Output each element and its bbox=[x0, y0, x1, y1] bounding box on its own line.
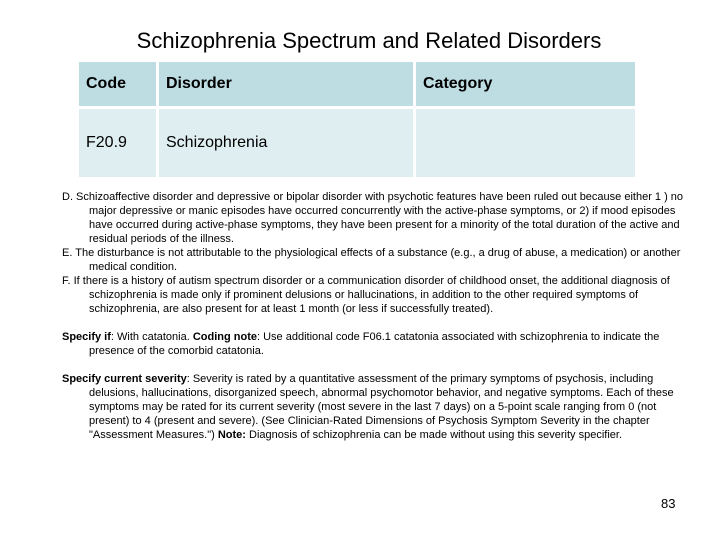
table-row bbox=[79, 109, 635, 177]
specify-if-text: : With catatonia. bbox=[110, 331, 193, 343]
criterion-f: F. If there is a history of autism spectrum disorder or a communication disorder of childhood onset, the additional diagnosis of schizophrenia is made only if prominent delusions or hallucinations, in addition to the other required symptoms of schizophrenia, are also present for at least 1 month (or less if successfully treated). bbox=[62, 275, 670, 315]
criteria-notes bbox=[62, 190, 684, 442]
coding-note-label: Coding note bbox=[192, 331, 257, 343]
cell-code: F20.9 bbox=[79, 109, 156, 177]
note-text: Diagnosis of schizophrenia can be made without using this severity specifier. bbox=[245, 429, 622, 441]
cell-category bbox=[416, 109, 635, 177]
severity-text: : Severity is rated by a quantitative assessment of the primary symptoms of psychosis, including delusions, hallucinations, disorganized speech, abnormal psychomotor behavior, and negative symptoms. Each of these symptoms may be rated for its current severity (most severe in the last 7 days) on a 5-point scale ranging from 0 (not present) to 4 (present and severe). (See Clinician-Rated Dimensions of Psychosis Symptom Severity in the chapter "Assessment Measures.") bbox=[89, 373, 674, 441]
table-header-row bbox=[79, 62, 635, 106]
severity-paragraph bbox=[62, 372, 684, 442]
coding-note-text: : Use additional code F06.1 catatonia associated with schizophrenia to indicate the presence of the comorbid catatonia. bbox=[89, 331, 660, 357]
severity-label: Specify current severity bbox=[62, 373, 187, 385]
header-disorder: Disorder bbox=[159, 62, 413, 106]
specify-if-label: Specify if bbox=[62, 331, 111, 343]
criterion-d: D. Schizoaffective disorder and depressive or bipolar disorder with psychotic features have been ruled out because either 1 ) no major depressive or manic episodes have occurred concurrently with the active-phase symptoms, or 2) if mood episodes have occurred during active-phase symptoms, they have been present for a minority of the total duration of the active and residual periods of the illness. bbox=[62, 191, 684, 245]
header-category: Category bbox=[416, 62, 635, 106]
specify-if-paragraph bbox=[62, 330, 684, 358]
disorder-table bbox=[76, 59, 638, 180]
page-title: Schizophrenia Spectrum and Related Disorders bbox=[136, 28, 602, 53]
cell-disorder: Schizophrenia bbox=[159, 109, 413, 177]
header-code: Code bbox=[79, 62, 156, 106]
criterion-e: E. The disturbance is not attributable to the physiological effects of a substance (e.g., a drug of abuse, a medication) or another medical condition. bbox=[62, 247, 681, 273]
page-number: 83 bbox=[661, 496, 676, 511]
note-label: Note: bbox=[217, 429, 246, 441]
